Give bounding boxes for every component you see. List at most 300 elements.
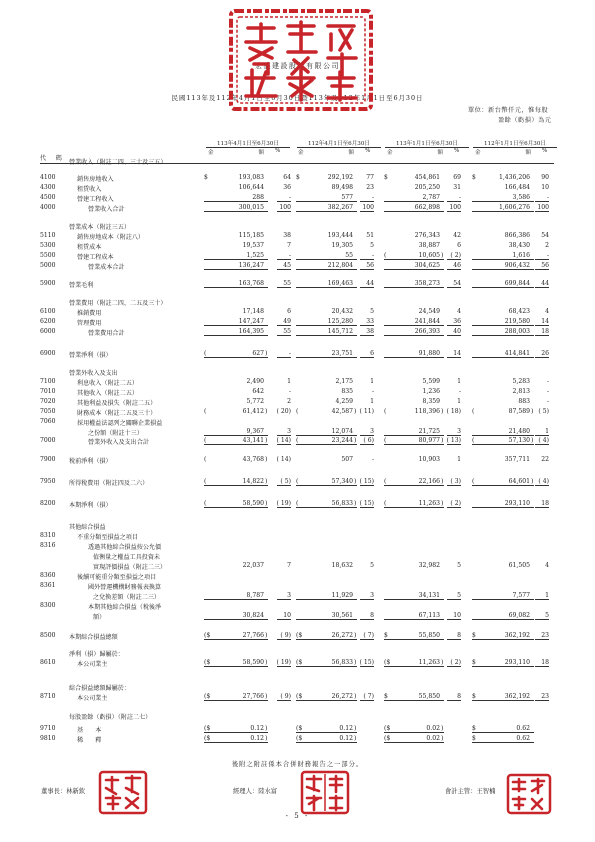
row-code: 7020 [40, 398, 56, 405]
currency-sign: ($ [296, 659, 303, 666]
currency-sign: ( [472, 437, 475, 444]
percent-value: 44 [535, 280, 549, 288]
row-code: 8360 [40, 572, 56, 579]
amount-value: 866,386 [504, 232, 530, 239]
amount-value: 1,436,206 [498, 174, 530, 181]
amount-value: 1,606,276 [498, 204, 530, 211]
amount-value: 507 [341, 456, 353, 463]
table-row [0, 204, 595, 214]
currency-sign: ( [296, 408, 299, 415]
percent-value: 5 [370, 242, 374, 249]
row-code: 8610 [40, 659, 56, 666]
amount-value: 2,175 [335, 378, 353, 385]
amount-value: 454,861 [414, 174, 440, 181]
percent-value: ( 18) [446, 408, 461, 415]
negative-paren: ) [265, 632, 268, 639]
table-row [0, 552, 595, 562]
row-code: 9810 [40, 735, 56, 742]
amount-value: 11,263 [418, 659, 440, 666]
table-row [0, 408, 595, 418]
percent-value: 100 [360, 204, 374, 212]
amount-value: 0.02 [426, 735, 440, 742]
amount-value: 11,263 [418, 500, 440, 507]
amount-value: 1,616 [512, 252, 530, 259]
amount-value: 23,751 [331, 350, 353, 357]
currency-sign: $ [384, 632, 388, 639]
currency-sign: $ [204, 174, 208, 181]
percent-value: 6 [457, 242, 461, 249]
percent-value: 100 [447, 204, 461, 212]
percent-value: ( 19) [276, 500, 291, 507]
row-code: 4300 [40, 184, 56, 191]
amount-value: 293,110 [504, 659, 530, 666]
percent-value: 14 [535, 318, 549, 326]
percent-value: 1 [370, 378, 374, 385]
amount-value: 17,148 [242, 308, 264, 315]
table-row [0, 522, 595, 532]
percent-value: ( 15) [359, 478, 374, 485]
table-row [0, 252, 595, 262]
currency-sign: ( [384, 252, 387, 259]
amount-value: 22,166 [418, 478, 440, 485]
table-row [0, 318, 595, 328]
amount-value: 292,192 [327, 174, 353, 181]
chairman-signature-label: 董事長：林新欽 [41, 788, 86, 795]
row-description: 淨利（損）歸屬於： [69, 651, 124, 658]
currency-sign: $ [472, 174, 476, 181]
row-description: 租賃成本 [77, 244, 102, 251]
amount-value: 362,192 [504, 632, 530, 639]
percent-value: 42 [453, 232, 461, 239]
amount-value: 219,580 [504, 318, 530, 325]
row-code: 6100 [40, 308, 56, 315]
amount-value: 115,185 [238, 232, 264, 239]
amount-value: 24,549 [418, 308, 440, 315]
table-row [0, 174, 595, 184]
currency-sign: $ [472, 659, 476, 666]
percent-value: 7 [287, 562, 291, 569]
amount-value: 8,787 [246, 592, 264, 599]
row-code: 9710 [40, 725, 56, 732]
amount-value: 7,577 [512, 592, 530, 599]
percent-value: ( 7) [360, 693, 374, 701]
currency-sign: $ [384, 174, 388, 181]
row-description: 營業成本合計 [88, 264, 125, 271]
currency-sign: ($ [204, 725, 211, 732]
amount-value: 241,844 [414, 318, 440, 325]
percent-value: 1 [457, 398, 461, 405]
percent-value: 1 [457, 378, 461, 385]
currency-sign: ( [472, 408, 475, 415]
row-description: 本期淨利（損） [69, 502, 112, 509]
table-row [0, 350, 595, 360]
table-row [0, 562, 595, 572]
percent-value: ( 15) [359, 659, 374, 666]
percent-value: ( 14) [276, 437, 291, 444]
row-description: 利息收入（附註二五） [77, 380, 138, 387]
amount-value: 835 [341, 388, 353, 395]
row-description: 本期其他綜合損益（稅後淨 [88, 604, 162, 611]
amount-value: 61,505 [508, 562, 530, 569]
accountant-signature-label: 會計主管：王智楠 [445, 788, 496, 795]
company-name: 宏盛建設股份有限公司 [255, 62, 340, 70]
amount-value: 26,272 [331, 632, 353, 639]
amount-value: 358,273 [414, 280, 440, 287]
currency-sign: ( [384, 500, 387, 507]
row-code: 6900 [40, 350, 56, 357]
percent-value: 2 [545, 242, 549, 249]
page-number: - 5 - [285, 812, 310, 820]
percent-value: 49 [277, 318, 291, 326]
amount-value: 23,244 [331, 437, 353, 444]
row-description: 本公司業主 [77, 661, 108, 668]
negative-paren: ) [265, 456, 268, 463]
row-code: 8310 [40, 532, 56, 539]
amount-value: 18,632 [331, 562, 353, 569]
currency-sign: ( [296, 437, 299, 444]
negative-paren: ) [265, 437, 268, 444]
percent-value: 23 [535, 632, 549, 640]
row-description: 管理費用 [77, 320, 102, 327]
percent-value: ( 20) [276, 408, 291, 415]
row-description: 其他利益及損失（附註二五） [77, 400, 157, 407]
row-description: 稀 釋 [77, 737, 102, 744]
unit-note-line1: 單位：新台幣仟元，惟每股 [468, 107, 549, 114]
amount-value: 10,903 [418, 456, 440, 463]
row-description: 後續可能重分類至損益之項目 [77, 574, 157, 581]
currency-sign: ($ [296, 632, 303, 639]
amount-value: 212,804 [327, 262, 353, 269]
amount-value: 699,844 [504, 280, 530, 287]
currency-sign: ($ [296, 735, 303, 742]
negative-paren: ) [265, 350, 268, 357]
amount-header: 金 額 [387, 150, 443, 156]
percent-value: - [546, 388, 549, 395]
negative-paren: ) [354, 735, 357, 742]
row-description: 透過其他綜合損益按公允價 [88, 544, 162, 551]
percent-value: ( 2) [447, 659, 461, 667]
negative-paren: ) [354, 478, 357, 485]
row-code: 8361 [40, 582, 56, 589]
amount-value: 32,982 [418, 562, 440, 569]
amount-value: 87,589 [508, 408, 530, 415]
table-row [0, 388, 595, 398]
negative-paren: ) [441, 735, 444, 742]
percent-value: - [277, 350, 291, 358]
amount-value: 58,590 [242, 500, 264, 507]
amount-value: 5,283 [512, 378, 530, 385]
table-row [0, 582, 595, 592]
table-row [0, 157, 595, 167]
amount-value: 20,432 [331, 308, 353, 315]
amount-value: 0.12 [339, 725, 353, 732]
amount-value: 64,601 [508, 478, 530, 485]
table-row [0, 735, 595, 745]
row-description: 銷售房地成本（附註八） [77, 234, 145, 241]
currency-sign: ( [204, 408, 207, 415]
row-description: 綜合損益總額歸屬於： [69, 685, 130, 692]
report-period: 民國113年及112年4月1日至6月30日暨113年及112年1月1日至6月30日 [171, 94, 424, 102]
amount-value: 276,343 [414, 232, 440, 239]
row-description: 採用權益法認列之關聯企業損益 [77, 420, 163, 427]
amount-value: 382,267 [327, 204, 353, 211]
percent-value: ( 13) [446, 437, 461, 444]
row-description: 本期綜合損益總額 [69, 634, 118, 641]
percent-value: ( 9) [277, 693, 291, 701]
negative-paren: ) [265, 408, 268, 415]
amount-value: 145,712 [327, 328, 353, 335]
currency-sign: ($ [296, 693, 303, 700]
currency-sign: ($ [384, 659, 391, 666]
negative-paren: ) [531, 437, 534, 444]
percent-value: 38 [360, 328, 374, 336]
percent-value: 10 [277, 612, 291, 620]
percent-value: 18 [535, 328, 549, 336]
table-row [0, 683, 595, 693]
table-row [0, 542, 595, 552]
negative-paren: ) [354, 725, 357, 732]
table-row [0, 500, 595, 510]
amount-value: 169,463 [327, 280, 353, 287]
percent-value: 40 [447, 328, 461, 336]
table-row [0, 280, 595, 290]
table-row [0, 437, 595, 447]
negative-paren: ) [265, 725, 268, 732]
amount-value: 288 [252, 194, 264, 201]
percent-value: ( 15) [359, 500, 374, 507]
percent-value: 3 [447, 428, 461, 436]
table-row [0, 649, 595, 659]
row-code: 7000 [40, 437, 56, 444]
amount-value: 19,305 [331, 242, 353, 249]
table-row [0, 602, 595, 612]
row-description: 營業收入（附註二四、三十及三五） [69, 159, 167, 166]
table-row [0, 478, 595, 488]
percent-value: 26 [535, 350, 549, 358]
amount-value: 55 [345, 252, 353, 259]
negative-paren: ) [354, 408, 357, 415]
row-code: 7010 [40, 388, 56, 395]
amount-value: 55,850 [418, 632, 440, 639]
currency-sign: ( [204, 478, 207, 485]
currency-sign: ( [296, 478, 299, 485]
amount-value: 61,412 [242, 408, 264, 415]
currency-sign: ( [296, 500, 299, 507]
row-description: 值衡量之權益工具投資未 [93, 554, 161, 561]
percent-value: - [371, 388, 374, 395]
column-header-period-1: 113年4月1日至6月30日 [206, 139, 290, 148]
table-row [0, 262, 595, 272]
percent-value: - [546, 398, 549, 405]
amount-value: 22,037 [242, 562, 264, 569]
percent-value: 10 [541, 184, 549, 191]
percent-value: 1 [535, 592, 549, 600]
row-description: 營業費用合計 [88, 330, 125, 337]
row-code: 6000 [40, 328, 56, 335]
percent-value: 4 [545, 308, 549, 315]
table-row [0, 712, 595, 722]
accountant-seal-stamp [506, 773, 552, 815]
percent-value: 14 [447, 350, 461, 358]
percent-value: 54 [447, 280, 461, 288]
table-row [0, 592, 595, 602]
percent-value: 38 [283, 232, 291, 239]
percent-value: 3 [277, 592, 291, 600]
amount-header: 金 額 [475, 150, 531, 156]
percent-value: - [535, 194, 549, 202]
amount-value: 166,484 [504, 184, 530, 191]
row-description: 營建工程收入 [77, 196, 114, 203]
pct-header: % [454, 148, 460, 154]
row-code: 7950 [40, 478, 56, 485]
amount-value: 89,498 [331, 184, 353, 191]
percent-value: ( 6) [360, 437, 374, 445]
row-code: 5300 [40, 242, 56, 249]
amount-value: 414,841 [504, 350, 530, 357]
amount-value: 193,083 [238, 174, 264, 181]
amount-value: 42,587 [331, 408, 353, 415]
percent-value: - [277, 194, 291, 202]
percent-value: 36 [283, 184, 291, 191]
amount-value: 8,359 [422, 398, 440, 405]
currency-sign: ($ [204, 659, 211, 666]
amount-value: 68,423 [508, 308, 530, 315]
row-description: 營建工程成本 [77, 254, 114, 261]
amount-value: 362,192 [504, 693, 530, 700]
negative-paren: ) [265, 478, 268, 485]
row-description: 之份額（附註十三） [88, 430, 143, 437]
table-row [0, 632, 595, 642]
row-description: 基 本 [77, 727, 102, 734]
amount-value: 56,833 [331, 500, 353, 507]
currency-sign: $ [472, 693, 476, 700]
amount-value: 2,490 [246, 378, 264, 385]
amount-value: 30,824 [242, 612, 264, 619]
row-code: 7060 [40, 418, 56, 425]
row-description: 稅前淨利（損） [69, 458, 112, 465]
amount-value: 288,003 [504, 328, 530, 335]
currency-sign: ( [472, 478, 475, 485]
chairman-seal-stamp [98, 770, 148, 815]
amount-header: 金 額 [208, 150, 264, 156]
percent-value: ( 2) [447, 252, 461, 260]
percent-value: ( 14) [276, 456, 291, 463]
percent-value: 64 [283, 174, 291, 181]
row-code: 8300 [40, 602, 56, 609]
amount-value: 69,082 [508, 612, 530, 619]
company-seal-stamp [228, 8, 374, 112]
table-row [0, 725, 595, 735]
amount-value: 136,247 [238, 262, 264, 269]
currency-sign: $ [472, 632, 476, 639]
percent-value: ( 2) [447, 500, 461, 508]
currency-sign: ($ [384, 735, 391, 742]
percent-value: 44 [360, 280, 374, 288]
row-description: 每股盈餘（虧損）（附註二七） [69, 714, 152, 721]
table-row [0, 194, 595, 204]
percent-value: - [277, 252, 291, 260]
negative-paren: ) [265, 500, 268, 507]
amount-value: 21,480 [508, 428, 530, 435]
percent-value: 18 [535, 500, 549, 508]
row-code: 8500 [40, 632, 56, 639]
percent-value: 31 [453, 184, 461, 191]
amount-value: 147,247 [238, 318, 264, 325]
table-row [0, 308, 595, 318]
percent-value: 54 [541, 232, 549, 239]
amount-value: 205,250 [414, 184, 440, 191]
table-row [0, 456, 595, 466]
amount-value: 19,537 [242, 242, 264, 249]
percent-value: 3 [277, 428, 291, 436]
amount-value: 57,130 [508, 437, 530, 444]
amount-value: 0.62 [516, 725, 530, 732]
table-row [0, 418, 595, 428]
row-code: 5900 [40, 280, 56, 287]
percent-value: 5 [370, 308, 374, 315]
table-row [0, 242, 595, 252]
row-description: 財務成本（附註二五及三十） [77, 410, 157, 417]
amount-value: 300,015 [238, 204, 264, 211]
amount-value: 125,280 [327, 318, 353, 325]
percent-value: 6 [287, 308, 291, 315]
negative-paren: ) [354, 659, 357, 666]
percent-value: 10 [447, 612, 461, 620]
currency-sign: $ [472, 735, 476, 742]
table-row [0, 368, 595, 378]
row-description: 本公司業主 [77, 695, 108, 702]
amount-value: 662,898 [414, 204, 440, 211]
row-code: 8710 [40, 693, 56, 700]
table-row [0, 532, 595, 542]
amount-value: 193,444 [327, 232, 353, 239]
amount-value: 67,113 [418, 612, 440, 619]
row-code: 4100 [40, 174, 56, 181]
table-row [0, 659, 595, 669]
negative-paren: ) [441, 252, 444, 259]
amount-value: 34,131 [418, 592, 440, 599]
percent-value: 8 [360, 612, 374, 620]
amount-value: 30,561 [331, 612, 353, 619]
negative-paren: ) [354, 437, 357, 444]
percent-value: - [360, 194, 374, 202]
currency-sign: ($ [384, 725, 391, 732]
table-row [0, 222, 595, 232]
amount-value: 58,590 [242, 659, 264, 666]
negative-paren: ) [441, 478, 444, 485]
percent-value: 8 [447, 693, 461, 701]
percent-value: 1 [370, 398, 374, 405]
currency-sign: ($ [204, 693, 211, 700]
amount-value: 5,599 [422, 378, 440, 385]
row-description: 營業成本（附註三五） [69, 224, 130, 231]
amount-value: 0.12 [339, 735, 353, 742]
row-description: 所得稅費用（附註四及二六） [69, 480, 149, 487]
percent-value: ( 5) [538, 408, 549, 415]
amount-value: 0.62 [516, 735, 530, 742]
amount-value: 11,929 [331, 592, 353, 599]
amount-value: 43,768 [242, 456, 264, 463]
table-row [0, 328, 595, 338]
table-row [0, 298, 595, 308]
row-description: 營業淨利（損） [69, 352, 112, 359]
row-description: 營業外收入及支出 [69, 370, 118, 377]
negative-paren: ) [441, 500, 444, 507]
row-code: 7900 [40, 456, 56, 463]
percent-value: 36 [447, 318, 461, 326]
amount-value: 357,711 [504, 456, 530, 463]
amount-value: 0.12 [250, 725, 264, 732]
